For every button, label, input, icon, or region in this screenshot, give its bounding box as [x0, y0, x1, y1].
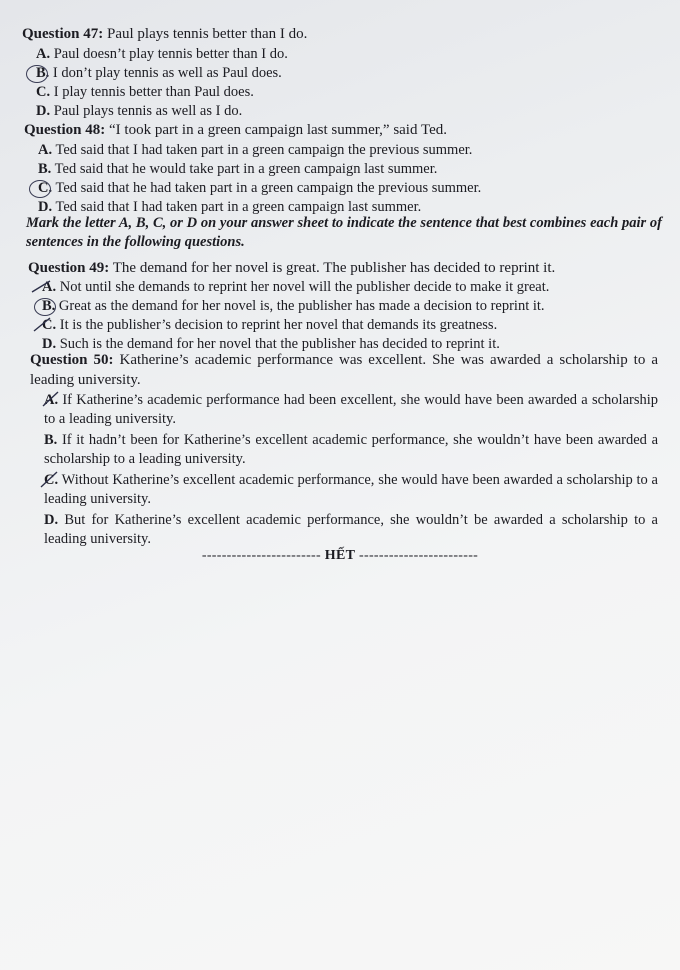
q49-option-d-text: Such is the demand for her novel that the publisher has decided to reprint it. — [59, 336, 500, 352]
section-instruction: Mark the letter A, B, C, or D on your answer sheet to indicate the sentence that best combines each pair of sentences in the following questions. — [26, 215, 662, 250]
q48-option-b-text: Ted said that he would take part in a green campaign last summer. — [54, 161, 438, 177]
question-47-label: Question 47: — [22, 26, 104, 42]
footer-dashes-right: ------------------------ — [359, 548, 479, 563]
q50-option-c-letter: C. — [44, 472, 59, 488]
q50-option-a-text: If Katherine’s academic performance had been excellent, she would have been awarded a scholarship to a leading university. — [44, 392, 659, 427]
q49-option-c-letter: C. — [42, 317, 57, 333]
q49-option-d-letter: D. — [42, 336, 57, 352]
q47-option-a — [0, 45, 680, 64]
question-49-label: Question 49: — [28, 260, 110, 276]
q49-option-b — [0, 297, 680, 316]
q47-option-b — [0, 64, 680, 83]
question-50-title — [30, 350, 658, 390]
answer-circle-mark — [26, 65, 48, 83]
question-47 — [0, 24, 680, 121]
q48-option-a — [0, 141, 680, 160]
question-47-title — [0, 24, 680, 44]
q50-option-b — [44, 431, 658, 469]
strike-mark — [32, 316, 57, 334]
answer-circle-mark — [34, 298, 56, 316]
q48-option-b-letter: B. — [38, 161, 52, 177]
q47-option-d — [0, 102, 680, 121]
question-48 — [0, 120, 680, 217]
question-47-stem: Paul plays tennis better than I do. — [107, 26, 308, 42]
question-49-stem: The demand for her novel is great. The publisher has decided to reprint it. — [112, 260, 556, 276]
q50-option-a-letter: A. — [44, 392, 59, 408]
strike-mark — [38, 470, 60, 490]
q47-option-b-text: I don’t play tennis as well as Paul does. — [52, 65, 282, 81]
q48-option-c-letter: C. — [38, 180, 53, 196]
q49-option-b-text: Great as the demand for her novel is, the publisher has made a decision to reprint it. — [58, 298, 545, 314]
question-48-stem: “I took part in a green campaign last summer,” said Ted. — [109, 122, 447, 138]
q50-option-a — [44, 391, 658, 429]
q47-option-c — [0, 83, 680, 102]
strike-mark — [40, 390, 62, 410]
question-49 — [0, 258, 680, 354]
q50-option-d — [44, 511, 658, 549]
q49-option-c-text: It is the publisher’s decision to reprint her novel that demands its greatness. — [59, 317, 498, 333]
strike-mark — [30, 278, 52, 296]
q50-option-b-text: If it hadn’t been for Katherine’s excellent academic performance, she wouldn’t have been awarded a scholarship to a leading university. — [44, 432, 658, 467]
q47-option-a-text: Paul doesn’t play tennis better than I do. — [53, 46, 288, 62]
footer-dashes-left: ------------------------ — [201, 548, 321, 563]
q48-option-c — [0, 179, 680, 198]
q48-option-b — [0, 160, 680, 179]
q50-option-c — [44, 471, 658, 509]
q50-option-d-text: But for Katherine’s excellent academic performance, she wouldn’t be awarded a scholarship to a leading university. — [44, 512, 658, 547]
q47-option-c-letter: C. — [36, 84, 51, 100]
q48-option-d-letter: D. — [38, 199, 53, 215]
q47-option-d-letter: D. — [36, 103, 51, 119]
q50-option-c-text: Without Katherine’s excellent academic performance, she would have been awarded a scholarship to a leading university. — [44, 472, 658, 507]
q49-option-c — [0, 316, 680, 335]
q49-option-a-text: Not until she demands to reprint her novel will the publisher decide to make it great. — [59, 279, 550, 295]
q50-option-d-letter: D. — [44, 512, 59, 528]
end-of-exam-marker — [0, 548, 680, 564]
q49-option-b-letter: B. — [42, 298, 56, 314]
q48-option-c-text: Ted said that he had taken part in a green campaign the previous summer. — [55, 180, 482, 196]
footer-end-word: HẾT — [324, 548, 356, 563]
q50-option-b-letter: B. — [44, 432, 58, 448]
q47-option-c-text: I play tennis better than Paul does. — [53, 84, 254, 100]
question-48-title — [0, 120, 680, 140]
q48-option-d-text: Ted said that I had taken part in a green campaign last summer. — [55, 199, 422, 215]
q49-option-a — [0, 278, 680, 297]
question-50-label: Question 50: — [30, 352, 114, 368]
question-50 — [30, 350, 658, 549]
q47-option-d-text: Paul plays tennis as well as I do. — [53, 103, 243, 119]
q47-option-a-letter: A. — [36, 46, 51, 62]
answer-circle-mark — [29, 180, 51, 198]
question-49-title — [0, 258, 680, 278]
q49-option-a-letter: A. — [42, 279, 57, 295]
q47-option-b-letter: B. — [36, 65, 50, 81]
q48-option-a-text: Ted said that I had taken part in a green campaign the previous summer. — [55, 142, 473, 158]
q48-option-a-letter: A. — [38, 142, 53, 158]
question-48-label: Question 48: — [24, 122, 106, 138]
question-50-stem: Katherine’s academic performance was excellent. She was awarded a scholarship to a leading university. — [30, 352, 658, 388]
